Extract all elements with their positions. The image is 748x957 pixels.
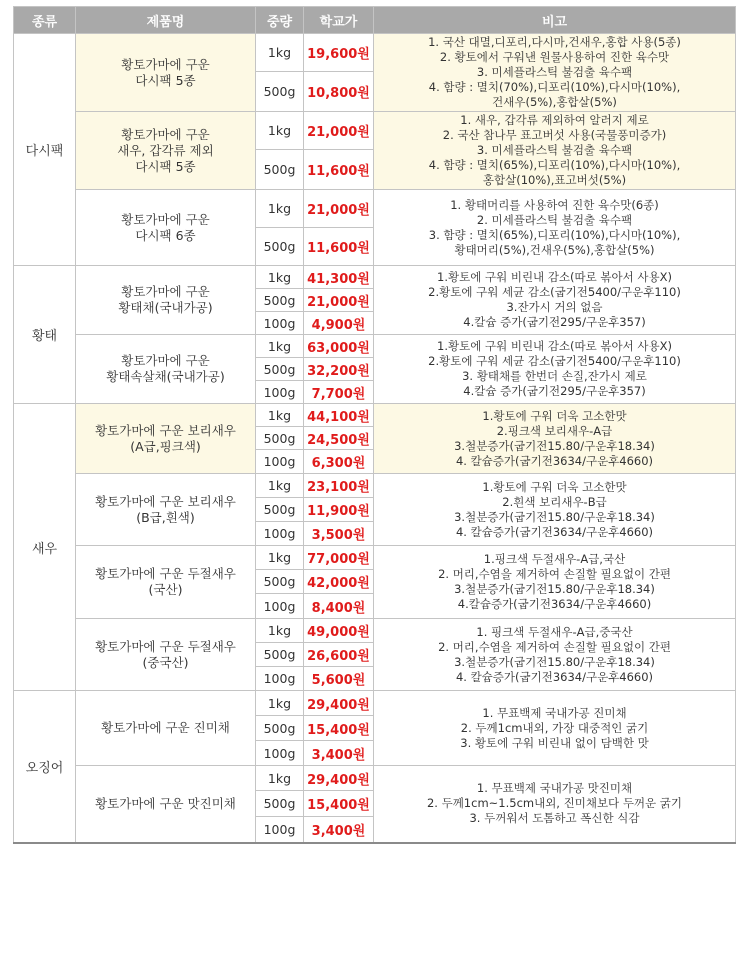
- price-cell: 3,400원: [304, 817, 374, 843]
- table-body: [14, 34, 736, 843]
- weight-cell: 1kg: [256, 190, 304, 228]
- product-name-line: 다시팩 6종: [135, 227, 196, 243]
- product-name-cell: [76, 190, 256, 266]
- remarks-line: 4. 칼슘증가(굽기전3634/구운후4660): [455, 524, 654, 539]
- weight-cell: 1kg: [256, 546, 304, 570]
- price-cell: 7,700원: [304, 381, 374, 404]
- remarks-line: 1.황토에 구워 더욱 고소한맛: [482, 408, 627, 423]
- remarks-line: 2. 머리,수염을 제거하여 손질할 필요없이 간편: [438, 567, 671, 581]
- remarks-line: 2.핑크색 보리새우-A급: [496, 423, 613, 438]
- product-name-line: 다시팩 5종: [135, 158, 196, 174]
- table-row: [14, 190, 736, 228]
- header-category: 종류: [14, 7, 76, 34]
- table-row: [14, 546, 736, 570]
- price-cell: 21,000원: [304, 289, 374, 312]
- product-name-line: 황토가마에 구운 두절새우: [95, 566, 236, 581]
- price-cell: 19,600원: [304, 34, 374, 72]
- remarks-line: 4.칼슘증가(굽기전3634/구운후4660): [457, 597, 652, 611]
- weight-cell: 1kg: [256, 266, 304, 289]
- remarks-line: 홍합살(10%),표고버섯(5%): [482, 173, 627, 187]
- header-row: [14, 7, 736, 34]
- weight-cell: 1kg: [256, 691, 304, 716]
- weight-cell: 100g: [256, 817, 304, 843]
- remarks-cell: [374, 34, 736, 112]
- price-cell: 4,900원: [304, 312, 374, 335]
- remarks-cell: [374, 766, 736, 843]
- remarks-line: 4. 함량 : 멸치(65%),디포리(10%),다시마(10%),: [428, 158, 681, 172]
- table-row: [14, 474, 736, 498]
- price-cell: 29,400원: [304, 691, 374, 716]
- product-name-cell: [76, 112, 256, 190]
- weight-cell: 1kg: [256, 112, 304, 150]
- remarks-line: 2.황토에 구워 세균 감소(굽기전5400/구운후110): [428, 354, 681, 368]
- remarks-line: 2. 두께1cm내외, 가장 대중적인 굵기: [460, 720, 649, 735]
- price-cell: 15,400원: [304, 791, 374, 817]
- weight-cell: 500g: [256, 570, 304, 594]
- product-name-cell: [76, 766, 256, 843]
- product-name-line: 황토가마에 구운: [121, 126, 210, 142]
- product-name-line: 황토가마에 구운 맛진미채: [95, 795, 236, 811]
- table-row: [14, 766, 736, 791]
- weight-cell: 500g: [256, 228, 304, 266]
- remarks-line: 4. 함량 : 멸치(70%),디포리(10%),다시마(10%),: [428, 80, 681, 94]
- weight-cell: 100g: [256, 741, 304, 766]
- remarks-cell: [374, 619, 736, 691]
- weight-cell: 500g: [256, 150, 304, 190]
- weight-cell: 500g: [256, 72, 304, 112]
- remarks-line: 2. 황토에서 구워낸 원물사용하여 진한 육수맛: [439, 50, 670, 64]
- header-price: 학교가: [304, 7, 374, 34]
- weight-cell: 500g: [256, 498, 304, 522]
- product-name-line: 황토가마에 구운: [121, 211, 210, 227]
- remarks-line: 3. 두꺼워서 도톰하고 폭신한 식감: [469, 811, 640, 826]
- remarks-line: 3. 미세플라스틱 불검출 육수팩: [476, 65, 633, 79]
- remarks-line: 1. 새우, 갑각류 제외하여 알러지 제로: [460, 113, 649, 127]
- product-name-line: 황토가마에 구운: [121, 353, 210, 368]
- price-cell: 24,500원: [304, 427, 374, 450]
- table-row: [14, 404, 736, 427]
- product-name-line: 황토가마에 구운: [121, 284, 210, 299]
- remarks-line: 2. 머리,수염을 제거하여 손질할 필요없이 간편: [438, 639, 671, 654]
- price-cell: 41,300원: [304, 266, 374, 289]
- price-cell: 32,200원: [304, 358, 374, 381]
- remarks-line: 3.잔가시 거의 없음: [506, 300, 603, 314]
- weight-cell: 1kg: [256, 619, 304, 643]
- remarks-cell: [374, 546, 736, 619]
- price-cell: 21,000원: [304, 190, 374, 228]
- remarks-line: 3. 함량 : 멸치(65%),디포리(10%),다시마(10%),: [428, 227, 681, 242]
- weight-cell: 100g: [256, 450, 304, 474]
- weight-cell: 1kg: [256, 404, 304, 427]
- weight-cell: 100g: [256, 594, 304, 619]
- remarks-line: 3. 황토에 구워 비린내 없이 담백한 맛: [460, 735, 649, 750]
- remarks-line: 1.핑크색 두절새우-A급,국산: [483, 552, 626, 566]
- product-name-line: 황토가마에 구운: [121, 56, 210, 72]
- weight-cell: 100g: [256, 312, 304, 335]
- table-row: [14, 34, 736, 72]
- remarks-cell: [374, 266, 736, 335]
- price-cell: 6,300원: [304, 450, 374, 474]
- price-cell: 11,900원: [304, 498, 374, 522]
- product-name-line: 황토가마에 구운 두절새우: [95, 638, 236, 654]
- product-name-line: 황태속살채(국내가공): [106, 369, 225, 384]
- remarks-line: 2. 미세플라스틱 불검출 육수팩: [476, 212, 633, 227]
- weight-cell: 1kg: [256, 34, 304, 72]
- weight-cell: 1kg: [256, 335, 304, 358]
- remarks-cell: [374, 112, 736, 190]
- remarks-line: 1. 무표백제 국내가공 맛진미채: [476, 781, 633, 796]
- price-cell: 77,000원: [304, 546, 374, 570]
- product-name-line: 황토가마에 구운 진미채: [101, 720, 230, 735]
- weight-cell: 1kg: [256, 766, 304, 791]
- price-cell: 11,600원: [304, 150, 374, 190]
- remarks-line: 4.칼슘 증가(굽기전295/구운후357): [463, 315, 646, 329]
- product-name-line: 황태채(국내가공): [118, 300, 213, 315]
- remarks-line: 4.칼슘 증가(굽기전295/구운후357): [463, 384, 646, 398]
- table-row: [14, 266, 736, 289]
- remarks-line: 2. 두께1cm~1.5cm내외, 진미채보다 두꺼운 굵기: [426, 796, 683, 811]
- remarks-line: 3. 미세플라스틱 불검출 육수팩: [476, 143, 633, 157]
- category-cell: 오징어: [14, 691, 76, 843]
- remarks-line: 2.황토에 구워 세균 감소(굽기전5400/구운후110): [428, 285, 681, 299]
- price-cell: 29,400원: [304, 766, 374, 791]
- header-weight: 중량: [256, 7, 304, 34]
- product-name-cell: [76, 546, 256, 619]
- weight-cell: 100g: [256, 667, 304, 691]
- remarks-line: 3.철분증가(굽기전15.80/구운후18.34): [454, 509, 655, 524]
- weight-cell: 500g: [256, 791, 304, 817]
- price-cell: 3,400원: [304, 741, 374, 766]
- product-name-cell: [76, 34, 256, 112]
- remarks-line: 1.황토에 구워 더욱 고소한맛: [482, 479, 627, 494]
- price-cell: 63,000원: [304, 335, 374, 358]
- weight-cell: 500g: [256, 358, 304, 381]
- remarks-line: 건새우(5%),홍합살(5%): [492, 95, 617, 109]
- remarks-line: 1. 핑크색 두절새우-A급,중국산: [476, 624, 633, 639]
- remarks-line: 3.철분증가(굽기전15.80/구운후18.34): [454, 582, 655, 596]
- category-cell: 새우: [14, 404, 76, 691]
- remarks-line: 3.철분증가(굽기전15.80/구운후18.34): [454, 438, 655, 453]
- remarks-line: 3. 황태채를 한번더 손질,잔가시 제로: [462, 369, 647, 383]
- price-cell: 11,600원: [304, 228, 374, 266]
- weight-cell: 1kg: [256, 474, 304, 498]
- weight-cell: 500g: [256, 427, 304, 450]
- price-cell: 10,800원: [304, 72, 374, 112]
- weight-cell: 500g: [256, 643, 304, 667]
- weight-cell: 100g: [256, 522, 304, 546]
- weight-cell: 500g: [256, 289, 304, 312]
- product-name-line: 다시팩 5종: [135, 72, 196, 88]
- product-name-line: (B급,흰색): [136, 509, 195, 525]
- remarks-line: 1.황토에 구워 비린내 감소(따로 볶아서 사용X): [437, 339, 672, 353]
- product-name-line: 황토가마에 구운 보리새우: [95, 493, 236, 509]
- product-name-line: (A급,핑크색): [130, 438, 201, 454]
- product-name-cell: [76, 474, 256, 546]
- table-row: [14, 335, 736, 358]
- product-name-cell: [76, 619, 256, 691]
- price-cell: 15,400원: [304, 716, 374, 741]
- table-row: [14, 112, 736, 150]
- remarks-line: 2. 국산 참나무 표고버섯 사용(국물풍미증가): [442, 128, 667, 142]
- table-row: [14, 691, 736, 716]
- remarks-line: 4. 칼슘증가(굽기전3634/구운후4660): [455, 669, 654, 684]
- remarks-line: 1. 황태머리를 사용하여 진한 육수맛(6종): [450, 197, 659, 212]
- product-name-cell: [76, 335, 256, 404]
- price-cell: 3,500원: [304, 522, 374, 546]
- remarks-line: 황태머리(5%),건새우(5%),홍합살(5%): [454, 242, 655, 257]
- remarks-line: 1. 무표백제 국내가공 진미채: [482, 705, 627, 720]
- weight-cell: 500g: [256, 716, 304, 741]
- product-name-cell: [76, 404, 256, 474]
- product-name-cell: [76, 691, 256, 766]
- remarks-cell: [374, 190, 736, 266]
- price-cell: 8,400원: [304, 594, 374, 619]
- product-name-cell: [76, 266, 256, 335]
- header-product: 제품명: [76, 7, 256, 34]
- product-name-line: (중국산): [142, 654, 189, 670]
- price-cell: 21,000원: [304, 112, 374, 150]
- remarks-cell: [374, 335, 736, 404]
- price-cell: 26,600원: [304, 643, 374, 667]
- remarks-line: 1. 국산 대멸,디포리,다시마,건새우,홍합 사용(5종): [428, 35, 681, 49]
- price-table: [13, 6, 736, 844]
- product-name-line: 새우, 갑각류 제외: [117, 142, 214, 158]
- category-cell: 다시팩: [14, 34, 76, 266]
- price-cell: 44,100원: [304, 404, 374, 427]
- price-cell: 42,000원: [304, 570, 374, 594]
- header-remarks: 비고: [374, 7, 736, 34]
- remarks-line: 1.황토에 구워 비린내 감소(따로 볶아서 사용X): [437, 270, 672, 284]
- remarks-cell: [374, 691, 736, 766]
- price-cell: 49,000원: [304, 619, 374, 643]
- product-name-line: (국산): [148, 582, 183, 597]
- remarks-line: 3.철분증가(굽기전15.80/구운후18.34): [454, 654, 655, 669]
- remarks-cell: [374, 404, 736, 474]
- weight-cell: 100g: [256, 381, 304, 404]
- product-name-line: 황토가마에 구운 보리새우: [95, 422, 236, 438]
- remarks-line: 4. 칼슘증가(굽기전3634/구운후4660): [455, 453, 654, 468]
- remarks-cell: [374, 474, 736, 546]
- category-cell: 황태: [14, 266, 76, 404]
- remarks-line: 2.흰색 보리새우-B급: [502, 494, 607, 509]
- price-cell: 5,600원: [304, 667, 374, 691]
- table-row: [14, 619, 736, 643]
- price-cell: 23,100원: [304, 474, 374, 498]
